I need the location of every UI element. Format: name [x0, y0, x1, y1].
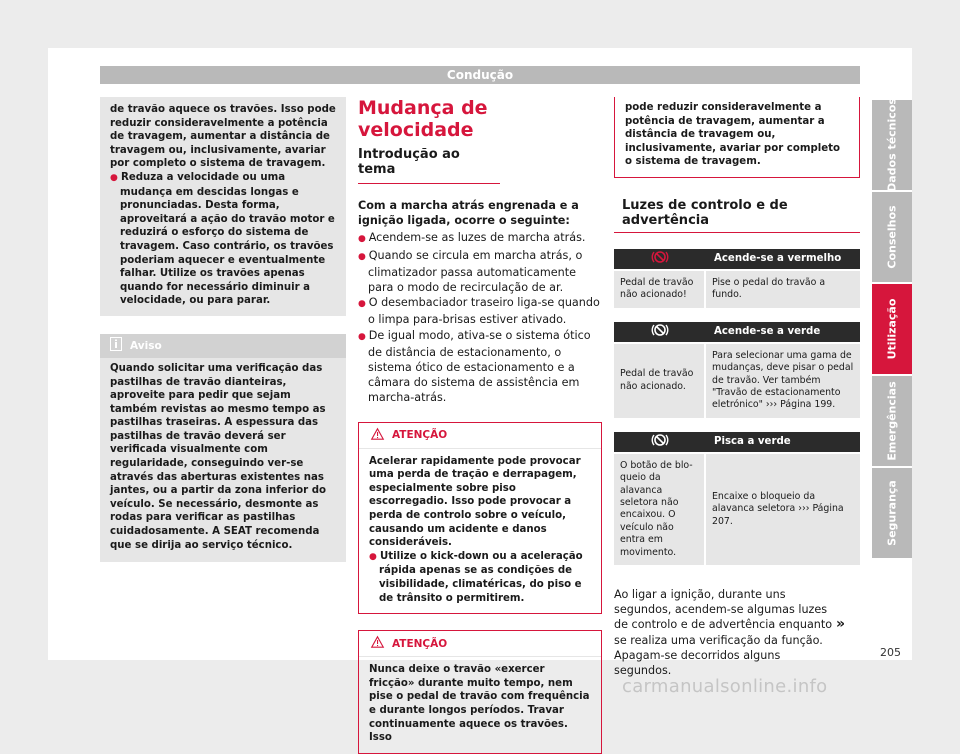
- table-header-label: Acende-se a verde: [714, 326, 821, 338]
- page-number: 205: [880, 646, 901, 659]
- table-cell: Para selecionar uma gama de mudanças, deve pisar o pedal de travão. Ver também "Travão de estacionamento eletrónico" ››› Página 199.: [712, 349, 854, 411]
- table-header: [614, 432, 860, 452]
- subsection-title: Luzes de controlo e de advertência: [614, 198, 860, 233]
- aviso-box: [100, 334, 346, 562]
- table-row: [614, 269, 860, 308]
- table-cell: Pedal de travão não acionado!: [614, 271, 706, 308]
- brake-pedal-icon: [652, 323, 668, 340]
- table-cell: O botão de bloqueio da alavanca seletora não encaixou. O veículo não entra em movimento.: [614, 454, 706, 565]
- continued-text: de travão aquece os travões. Isso pode reduzir consideravelmente a potência de travagem, aumentar a distância de travagem ou, inclusivamente, avariar por completo o sistema de travagem.: [110, 104, 336, 170]
- table-header: [614, 249, 860, 269]
- list-item: ● O desembaciador traseiro liga-se quando o limpa para-brisas estiver ativado.: [358, 295, 602, 327]
- info-icon: [110, 337, 122, 354]
- continued-warning-box: [100, 97, 346, 316]
- light-table-blink: [614, 432, 860, 565]
- tab-label: Conselhos: [885, 205, 899, 269]
- atencao-bullet: ● Utilize o kick-down ou a aceleração rápida apenas se as condições de visibilidade, climatéricas, do piso e de trânsito o permitirem.: [369, 550, 591, 605]
- warning-bullet: ● Reduza a velocidade ou uma mudança em descidas longas e pronunciadas. Desta forma, aproveitará a ação do travão motor e reduzirá o esforço do sistema de travagem. Caso contrário, os travões poderiam aquecer e eventualmente falhar. Utilize os travões apenas quando for necessário diminuir a velocidade, ou para parar.: [110, 171, 336, 308]
- atencao-text: Nunca deixe o travão «exercer fricção» durante muito tempo, nem pise o pedal de travão com frequência e durante longos períodos. Travar continuamente aquece os travões. Isso: [369, 664, 590, 744]
- atencao-body: [359, 449, 601, 614]
- tab-dados-tecnicos[interactable]: [872, 100, 912, 190]
- table-row: [614, 342, 860, 418]
- atencao-title: ATENÇÃO: [392, 429, 448, 442]
- atencao-box-1: [358, 422, 602, 615]
- aviso-text: Quando solicitar uma verificação das pastilhas de travão dianteiras, aproveite para pedir que sejam também revistas ao mesmo tempo as pastilhas traseiras. A espessura das pastilhas de travão deverá ser verificada visualmente com regularidade, conseguindo ver-se através das aberturas existentes nas jantes, ou a partir da zona inferior do veículo. Se necessário, desmonte as rodas para verificar as pastilhas cuidadosamente. A SEAT recomenda que se dirija ao serviço técnico.: [110, 362, 327, 551]
- tab-seguranca[interactable]: [872, 468, 912, 558]
- watermark: carmanualsonline.info: [622, 676, 828, 697]
- side-tabs: [872, 100, 912, 560]
- warning-triangle-icon: [371, 636, 384, 651]
- column-right: [614, 97, 860, 678]
- continue-mark: »: [836, 616, 846, 632]
- aviso-title: Aviso: [130, 339, 162, 352]
- atencao-text: Acelerar rapidamente pode provocar uma perda de tração e derrapagem, especialmente sobre piso escorregadio. Isso pode provocar a perda de controlo sobre o veículo, causando um acidente e danos consideráveis.: [369, 455, 581, 549]
- table-header-label: Pisca a verde: [714, 436, 791, 448]
- light-table-green: [614, 322, 860, 418]
- table-cell: Encaixe o bloqueio da alavanca seletora ››› Página 207.: [712, 490, 844, 527]
- brake-warning-icon: [652, 250, 668, 267]
- atencao-header: [359, 631, 601, 657]
- tab-label: Segurança: [885, 480, 899, 546]
- column-left: [100, 97, 346, 562]
- atencao-header: [359, 423, 601, 449]
- list-item: ● De igual modo, ativa-se o sistema ótico de distância de estacionamento, o sistema ótico de estacionamento e a câmara do sistema de assistência em marcha-atrás.: [358, 328, 602, 406]
- closing-paragraph: Ao ligar a ignição, durante uns segundos, acendem-se algumas luzes de controlo e de advertência enquanto se realiza uma verificação da função. Apagam-se decorridos alguns segundos.: [614, 588, 833, 678]
- aviso-header: [100, 334, 346, 358]
- tab-emergencias[interactable]: [872, 376, 912, 466]
- table-header: [614, 322, 860, 342]
- tab-label: Utilização: [885, 298, 899, 360]
- atencao-title: ATENÇÃO: [392, 637, 448, 650]
- subsection-heading: [614, 198, 860, 233]
- list-item: ● Quando se circula em marcha atrás, o climatizador passa automaticamente para o modo de recirculação de ar.: [358, 248, 602, 296]
- table-cell: Pise o pedal do travão a fundo.: [712, 276, 826, 301]
- list-item: ● Acendem-se as luzes de marcha atrás.: [358, 230, 602, 247]
- continued-warning-box: pode reduzir consideravelmente a potência de travagem, aumentar a distância de travagem ou, inclusivamente, avariar por completo o sistema de travagem.: [614, 97, 860, 178]
- table-header-label: Acende-se a vermelho: [714, 253, 842, 265]
- brake-pedal-icon: [652, 433, 668, 450]
- bullet-list: [358, 230, 602, 405]
- tab-conselhos[interactable]: [872, 192, 912, 282]
- table-row: [614, 452, 860, 565]
- tab-utilizacao[interactable]: [872, 284, 912, 374]
- tab-label: Dados técnicos: [885, 98, 899, 192]
- warning-triangle-icon: [371, 428, 384, 443]
- column-middle: [358, 97, 602, 754]
- chapter-header: Condução: [100, 66, 860, 84]
- table-cell: Pedal de travão não acionado.: [614, 344, 706, 418]
- light-table-red: [614, 249, 860, 308]
- tab-label: Emergências: [885, 381, 899, 461]
- section-subtitle: Introdução ao tema: [358, 147, 500, 184]
- section-title: Mudança de velocidade: [358, 97, 488, 141]
- lead-paragraph: Com a marcha atrás engrenada e a ignição ligada, ocorre o seguinte:: [358, 199, 579, 228]
- atencao-box-2: [358, 630, 602, 754]
